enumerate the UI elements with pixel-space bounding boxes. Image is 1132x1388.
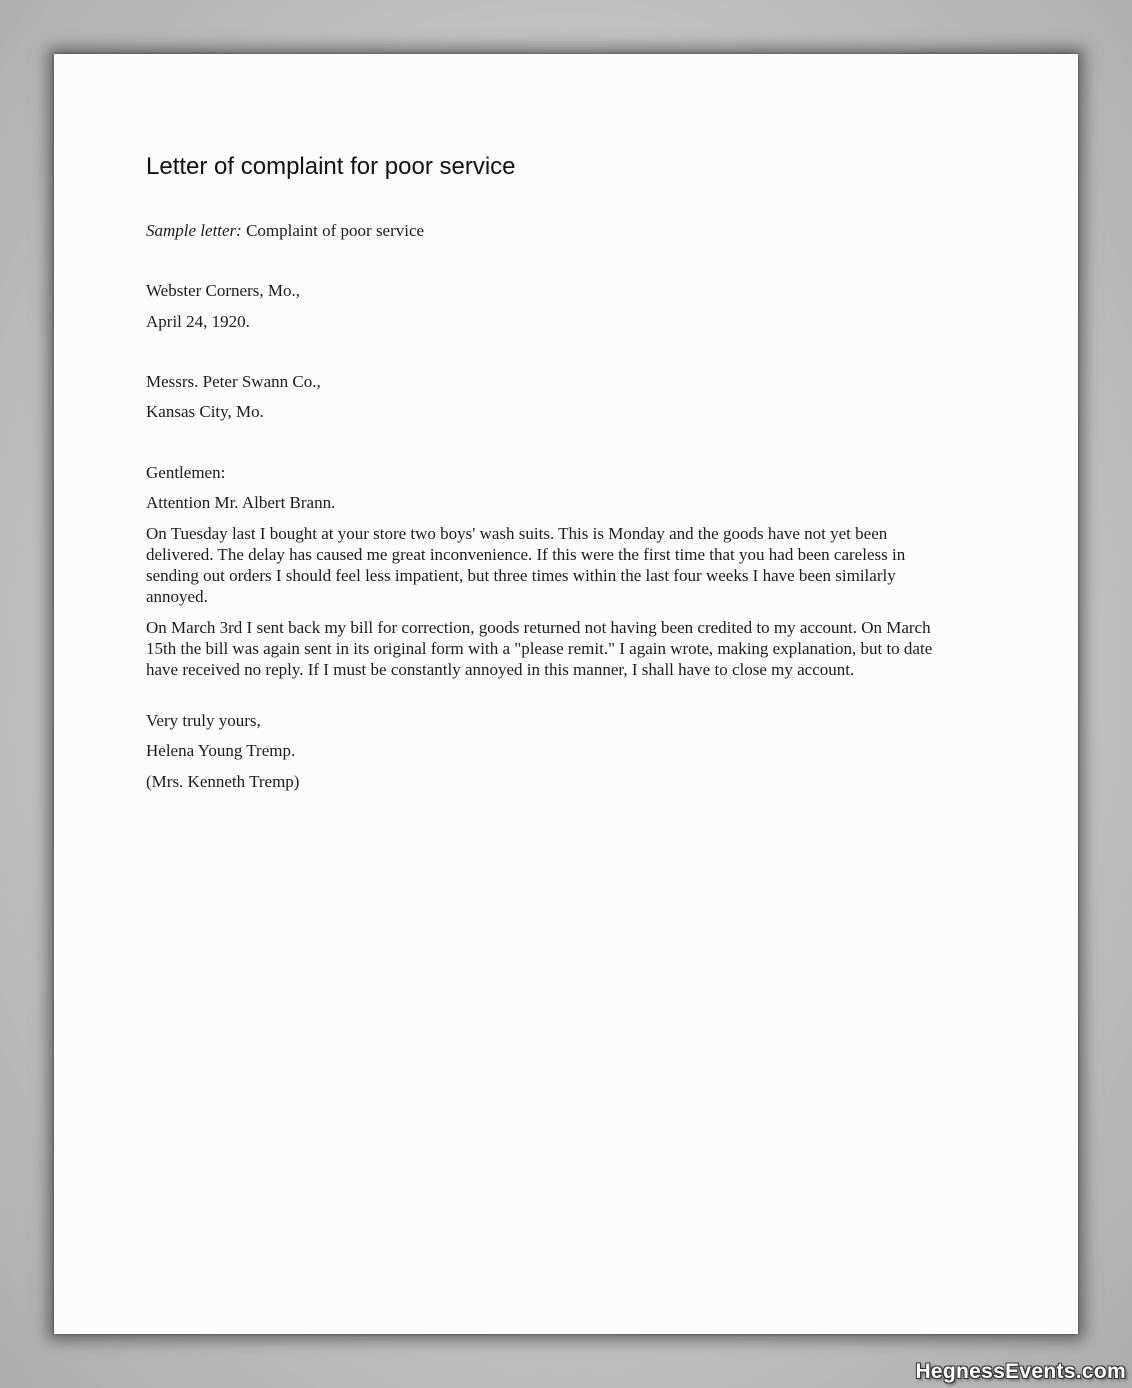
- salutation: Gentlemen:: [146, 463, 226, 482]
- watermark-text: HegnessEvents.com: [915, 1360, 1126, 1383]
- signature-note: (Mrs. Kenneth Tremp): [146, 772, 300, 791]
- body-paragraph-1: On Tuesday last I bought at your store two boys' wash suits. This is Monday and the goods have not yet been delivered. The delay has caused me great inconvenience. If this were the first time that you had been careless in sending out orders I should feel less impatient, but three times within the last four weeks I have been similarly annoyed.: [146, 524, 906, 606]
- sender-place: Webster Corners, Mo.,: [146, 281, 300, 300]
- sample-line: [146, 220, 424, 241]
- closing: Very truly yours,: [146, 711, 261, 730]
- signature: Helena Young Tremp.: [146, 741, 296, 760]
- letter-date: April 24, 1920.: [146, 312, 250, 331]
- body-paragraph-2: On March 3rd I sent back my bill for correction, goods returned not having been credited to my account. On March 15th the bill was again sent in its original form with a "please remit." I again wrote, making explanation, but to date have received no reply. If I must be constantly annoyed in this manner, I shall have to close my account.: [146, 618, 933, 679]
- recipient-name: Messrs. Peter Swann Co.,: [146, 372, 321, 391]
- letter-page: [54, 54, 1078, 1334]
- page-title: Letter of complaint for poor service: [146, 153, 516, 180]
- sample-label: Sample letter:: [146, 221, 242, 240]
- recipient-city: Kansas City, Mo.: [146, 402, 264, 421]
- attention-line: Attention Mr. Albert Brann.: [146, 493, 336, 512]
- sample-text: Complaint of poor service: [241, 221, 425, 240]
